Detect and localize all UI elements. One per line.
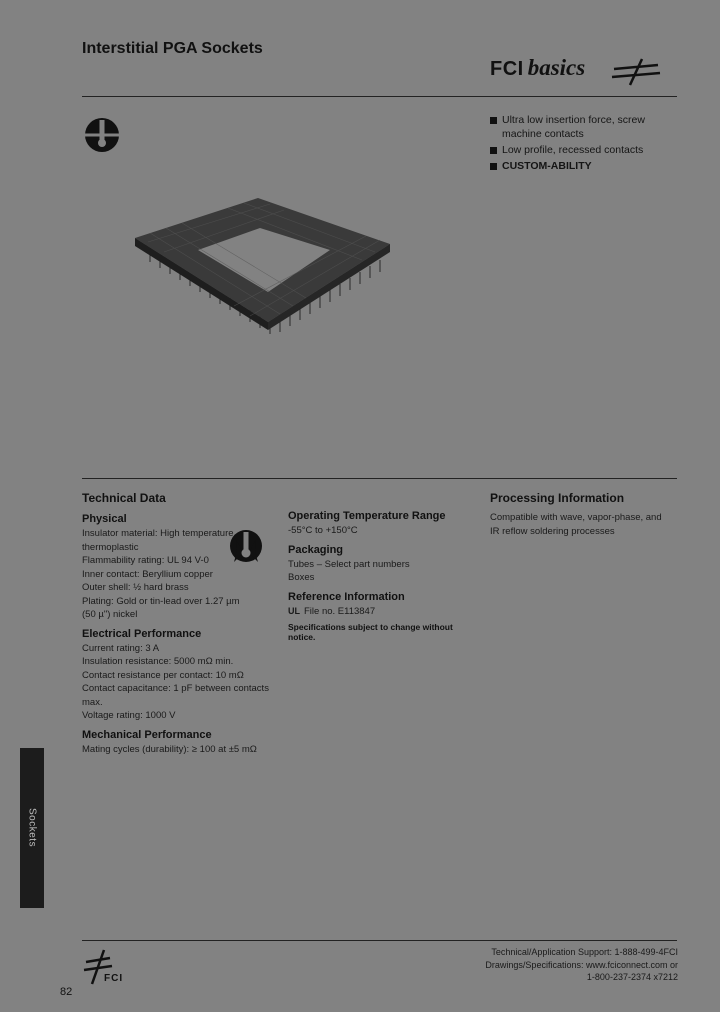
pga-socket-image [130,180,400,360]
physical-line: (50 µ") nickel [82,609,138,620]
contact-line: Drawings/Specifications: www.fciconnect.com or [485,959,678,970]
electrical-line: Contact capacitance: 1 pF between contacts max. [82,683,269,708]
spec-notice: Specifications subject to change without notice. [288,622,453,642]
reference-file-no: File no. E113847 [304,605,376,617]
feature-list [490,113,670,175]
footer-rule [82,940,677,941]
electrical-line: Voltage rating: 1000 V [82,710,176,721]
contact-line: Technical/Application Support: 1-888-499-4FCI [491,947,678,957]
feature-item-custom-ability: CUSTOM-ABILITY [490,159,670,173]
packaging-heading: Packaging [288,543,344,556]
ul-mark-icon: UL [288,605,300,616]
physical-line: Plating: Gold or tin-lead over 1.27 µm [82,595,240,607]
flammability-icon [228,522,264,568]
operating-temp-heading: Operating Temperature Range [288,510,446,522]
fci-basics-logo [490,55,670,91]
packaging-line: Tubes – Select part numbers [288,558,410,570]
brand-fci-text: FCI [490,58,524,80]
header-rule [82,96,677,97]
feature-item: Ultra low insertion force, screw machine contacts [490,113,670,141]
processing-line: Compatible with wave, vapor-phase, and [490,512,662,523]
reference-heading: Reference Information [288,590,405,603]
physical-line: thermoplastic [82,541,139,553]
basics-mark-icon [608,57,664,87]
physical-line: Insulator material: High temperature [82,528,234,539]
operating-temp-line: -55°C to +150°C [288,525,358,536]
processing-line: IR reflow soldering processes [490,525,615,537]
physical-heading: Physical [82,513,127,525]
page-title: Interstitial PGA Sockets [82,40,263,57]
physical-line: Inner contact: Beryllium copper [82,568,213,580]
sockets-side-tab [20,748,44,908]
page-number: 82 [60,986,73,998]
brand-basics-text: basics [527,55,586,80]
footer-logo-text: FCI [104,973,124,984]
electrical-heading: Electrical Performance [82,627,202,640]
physical-line: Flammability rating: UL 94 V-0 [82,555,209,566]
specs-column [288,510,478,642]
temperature-badge-icon [82,115,122,155]
contact-info [420,946,678,984]
physical-line: Outer shell: ½ hard brass [82,582,189,593]
electrical-line: Contact resistance per contact: 10 mΩ [82,669,244,681]
side-tab-label: Sockets [26,808,38,848]
technical-data-heading: Technical Data [82,491,166,505]
mechanical-heading: Mechanical Performance [82,728,212,741]
processing-heading: Processing Information [490,491,625,505]
mechanical-line: Mating cycles (durability): ≥ 100 at ±5 mΩ [82,743,257,755]
reference-line [288,605,478,619]
packaging-line: Boxes [288,572,315,583]
processing-section [490,491,670,538]
electrical-line: Current rating: 3 A [82,642,160,654]
feature-item: Low profile, recessed contacts [490,143,670,157]
electrical-line: Insulation resistance: 5000 mΩ min. [82,656,234,667]
section-rule [82,478,677,479]
contact-line: 1-800-237-2374 x7212 [586,972,678,982]
